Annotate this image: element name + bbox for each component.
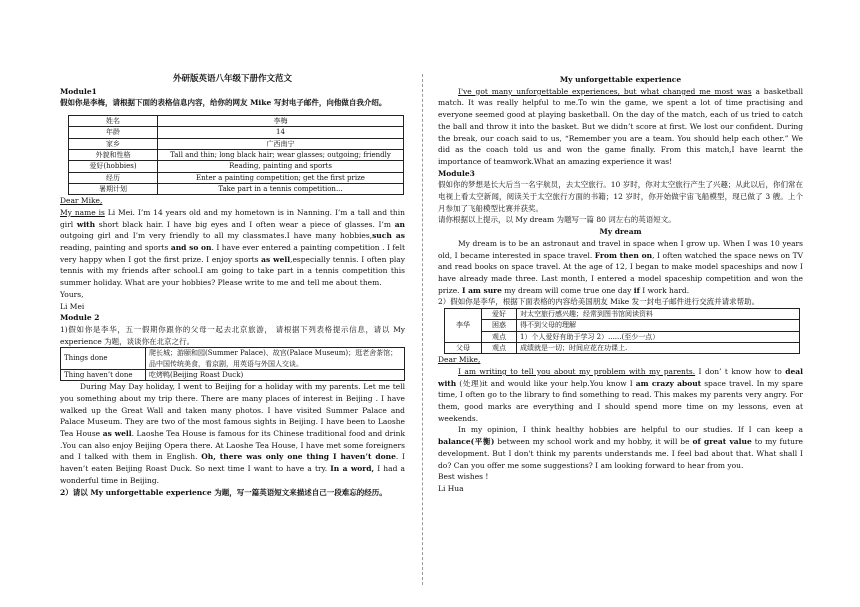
underlined-text: I am writing to tell you about my problem with my parents. — [458, 366, 696, 376]
bold-text: Oh, there was only one thing I haven’t done — [201, 452, 396, 462]
module3-prompt-b: 请你根据以上提示，以 My dream 为题写一篇 80 词左右的英语短文。 — [438, 215, 676, 225]
table-value: 得不到父母的理解 — [517, 320, 800, 331]
table-value: 对太空旅行感兴趣；经常到图书馆阅读资料 — [517, 309, 800, 320]
module1-table — [68, 115, 404, 195]
bold-text: deal with — [438, 366, 803, 388]
email-greeting: Dear Mike, — [438, 355, 481, 365]
table-value: Tall and thin; long black hair; wear glasses; outgoing; friendly — [158, 150, 404, 161]
bold-text: an — [394, 219, 405, 229]
column-divider — [422, 74, 423, 585]
module2-table — [60, 347, 405, 381]
table-person: 李华 — [445, 309, 482, 343]
table-row — [69, 161, 404, 172]
table-value: 广西南宁 — [158, 138, 404, 149]
bold-text: I am sure — [461, 285, 502, 295]
table-key: 家乡 — [69, 138, 158, 149]
email-signature: Li Hua — [438, 483, 464, 493]
table-key: 观点 — [482, 342, 517, 353]
table-key: 暑期计划 — [69, 183, 158, 194]
body-text: reading, painting and sports — [60, 243, 171, 252]
essay2-title: My unforgettable experience — [559, 75, 682, 84]
table-key: 外貌和性格 — [69, 150, 158, 161]
body-text: between my school work and my hobby, it will be — [494, 437, 693, 447]
table-key: 观点 — [482, 331, 517, 342]
table-key: 年龄 — [69, 127, 158, 138]
body-text: short black hair. I have big eyes and I often wear a piece of glasses. I’m — [95, 219, 395, 229]
bold-text: In a word, — [330, 464, 375, 474]
body-text: space travel. In my spare time, I often go to the library to find something to read. This makes my parents very angry. For them, good marks are everything and I should spend more time on my lessons, even at weekends. — [438, 378, 803, 423]
bold-text: From then on — [594, 250, 653, 260]
body-text: , I often watched the space news on TV and read books on space travel. At the age of 12, I began to make model spaceships and now I have already made three. Last month, I entered a model spaceship competition and won the prize. — [438, 250, 804, 295]
body-text: to my future development. But I don't think my parents understands me. I feel bad about that. What shall I do? Can you offer me some suggestions? I am looking forward to hear from you. — [438, 437, 803, 470]
body-text: I don’ t know how to — [695, 366, 786, 376]
bold-text: as well — [261, 254, 291, 264]
module2-body — [60, 381, 405, 486]
bold-text: as well — [102, 429, 132, 439]
module3-table — [444, 308, 800, 354]
module2-prompt: 1)假如你是李华，五一假期你跟你的父母一起去北京旅游， 请根据下列表格提示信息，请以 My experience 为题，谈谈你在北京之行。 — [60, 324, 405, 346]
table-person: 父母 — [445, 342, 482, 353]
module1-greeting: Dear Mike, — [60, 196, 103, 206]
underlined-text: I've got many unforgettable experiences, but what changed me most was — [458, 86, 752, 96]
table-value: Reading, painting and sports — [158, 161, 404, 172]
body-text: (处理)it and would like your help.You know I — [456, 378, 636, 388]
module1-heading: Module1 — [60, 86, 97, 96]
bold-text: such as — [372, 231, 405, 241]
body-text: Li Mei. I’m 14 years old and my hometown is in Nanning. I’m a tall and thin girl — [60, 207, 405, 229]
email-closing: Best wishes ! — [438, 472, 489, 482]
body-text: I work hard. — [639, 285, 690, 295]
module1-closing: Yours, — [60, 289, 84, 299]
table-key: 经历 — [69, 172, 158, 183]
table-value: Enter a painting competition; get the first prize — [158, 172, 404, 183]
table-row — [445, 309, 800, 320]
table-value: 14 — [158, 127, 404, 138]
module3-heading: Module3 — [438, 168, 475, 178]
body-text: My dream is to be an astronaut and travel in space when I grow up. When I was 10 years old, I became interested in space travel. — [438, 238, 803, 260]
bold-text: with — [76, 219, 96, 229]
module3-prompt: 假如你的梦想是长大后当一名宇航员，去太空旅行。10 岁时，你对太空旅行产生了兴趣；从此以后，你们常在电视上看太空新闻，阅读关于太空旅行方面的书籍；12 岁时，你开始做宇宙飞船模型，现已做了 3 艘。上个月参加了飞船模型比赛并获奖。 — [438, 180, 803, 213]
bold-text: if — [633, 285, 640, 295]
table-row — [445, 320, 800, 331]
email-paragraph-1 — [438, 366, 803, 425]
body-text: . Laoshe Tea House is famous for its Chinese traditional food and drink .You can also enjoy Beijing Opera there. At Laoshe Tea House, I have met some foreigners and I talked with them in English. — [60, 429, 405, 462]
email-paragraph-2 — [438, 424, 803, 471]
table-row — [445, 342, 800, 353]
table-key: 姓名 — [69, 116, 158, 127]
module2-prompt2: 2）请以 My unforgettable experience 为题，写一篇英语短文来描述自己一段难忘的经历。 — [60, 487, 387, 497]
table-row — [69, 127, 404, 138]
body-text: In my opinion, I think healthy hobbies are helpful to our studies. If I can keep a — [458, 425, 803, 435]
table-row — [61, 369, 405, 380]
module2-heading: Module 2 — [60, 313, 100, 323]
body-text: I had a wonderful time in Beijing. — [60, 464, 405, 485]
bold-text: am crazy about — [635, 378, 702, 388]
body-text: . I have ever entered a painting competition . I felt very happy when I got the first prize. I enjoy sports — [60, 243, 405, 264]
body-text: a basketball match. It was really helpful to me.To win the game, we spent a lot of time practising and everyone seemed good at playing basketball. On the day of the match, each of us tried to catch the ball and throw it into the basket. But we didn’t score at first. We lost our confident. During the break, our coach said to us, “Remember you are a team. You should help each other.” We did as the coach told us and won the game finally. From this match,I have learnt the importance of teamwork.What an amazing experience it was! — [438, 86, 803, 166]
table-value: 1）个人爱好有助于学习 2）......(至少一点） — [517, 331, 800, 342]
table-key: 困惑 — [482, 320, 517, 331]
module1-prompt: 假如你是李梅，请根据下面的表格信息内容，给你的网友 Mike 写封电子邮件，向他做自我介绍。 — [60, 98, 387, 108]
bold-text: of great value — [692, 437, 752, 447]
table-value: 爬长城；游颐和园(Summer Palace)、故宫(Palace Museum)；逛老舍茶馆；品中国传统美食，看京剧，用英语与外国人交谈。 — [146, 348, 405, 370]
table-key: Things done — [61, 348, 146, 370]
table-value: 成绩就是一切；时间应花在功课上. — [517, 342, 800, 353]
body-text: . I haven’t eaten Beijing Roast Duck. So next time I want to have a try. — [60, 452, 405, 474]
table-key: 爱好 — [482, 309, 517, 320]
table-row — [69, 183, 404, 194]
bold-text: and so on — [170, 243, 212, 252]
page-title: 外研版英语八年级下册作文范文 — [172, 74, 292, 84]
table-row — [61, 348, 405, 370]
table-row — [69, 138, 404, 149]
body-text: During May Day holiday, I went to Beijing for a holiday with my parents. Let me tell you something about my trip there. There are many places of interest in Beijing . I have walked up the Great Wall and taken many photos. I have visited Summer Palace and Palace Museum. They are two of the most famous sights in Beijing. I have been to Laoshe Tea House — [60, 382, 405, 439]
module1-signature: Li Mei — [60, 301, 85, 311]
table-row — [445, 331, 800, 342]
table-row — [69, 172, 404, 183]
body-text: ,especially tennis. I often play tennis with my friends after school.I am going to take part in a tennis competition this summer holiday. What are your hobbies? Please write to me and tell me about them. — [60, 254, 406, 288]
dream-body — [438, 238, 803, 297]
bold-text: balance(平衡) — [438, 437, 495, 447]
table-value: 李梅 — [158, 116, 404, 127]
table-key: 爱好(hobbies) — [69, 161, 158, 172]
right-column — [438, 74, 803, 495]
table-row — [69, 116, 404, 127]
table-row — [69, 150, 404, 161]
table-key: Thing haven’t done — [61, 369, 146, 380]
left-column — [60, 74, 405, 498]
body-text: my dream will come true one day — [501, 285, 634, 295]
table-value: 吃烤鸭(Beijing Roast Duck) — [146, 369, 405, 380]
table-value: Take part in a tennis competition... — [158, 183, 404, 194]
module1-body — [60, 207, 405, 289]
underlined-text: My name is — [60, 207, 105, 217]
essay2-body — [438, 86, 803, 168]
module3-prompt2: 2）假如你是李华，根据下面表格的内容给美国朋友 Mike 发一封电子邮件进行交流并请求帮助。 — [438, 297, 760, 307]
dream-title: My dream — [599, 227, 642, 237]
body-text: outgoing girl and I’m very friendly to all my classmates.I have many hobbies, — [60, 231, 373, 241]
